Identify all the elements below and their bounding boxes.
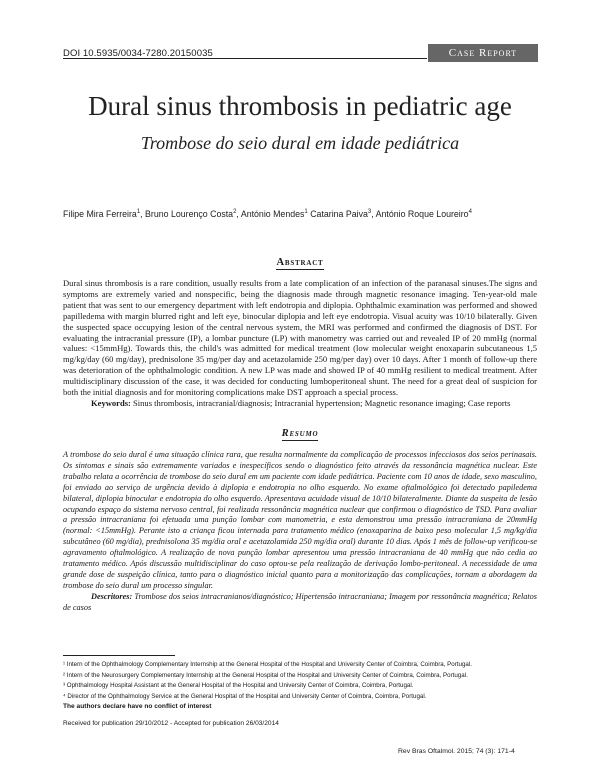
article-subtitle: Trombose do seio dural em idade pediátrica — [140, 133, 460, 153]
resumo-body — [63, 450, 537, 614]
abstract-heading — [0, 257, 600, 268]
keywords-label: Keywords: — [91, 397, 131, 408]
resumo-heading — [0, 428, 600, 439]
footnote-item: ¹ Intern of the Ophthalmology Complementary Internship at the General Hospital of the Hospital and University Center of Coimbra, Coimbra, Portugal. — [63, 661, 472, 668]
resumo-text: A trombose do seio dural é uma situação clínica rara, que resulta normalmente da complicação de processos infecciosos dos seios perinasais. Os sintomas e sinais são extremamente variados e inespecíficos sendo o diagnóstico feito através da ressonância magnética nuclear. Este trabalho relata a ocorrência de trombose do seio dural em um paciente com idade pediátrica. Paciente com 10 anos de idade, sexo masculino, foi enviado ao serviço de urgência devido à diplopia e endotropia no olho esquerdo. No exame oftalmológico foi detectado papiledema bilateral, diplopia binocular e endotropia do olho esquerdo. Apresentava acuidade visual de 10/10 bilateralmente. Diante da suspeita de lesão ocupando espaço do sistema nervoso central, foi realizada ressonância magnética nuclear que confirmou o diagnóstico de TSD. Para avaliar a pressão intracraniana foi efetuada uma punção lombar com manometria, e esta demonstrou uma pressão intracraniana de 20mmHg (normal: <15mmHg). Perante isto a criança ficou internada para tratamento médico (enoxaparina de baixo peso molecular 1,5 mg/kg/dia subcutâneo (60 mg/dia), prednisolona 35 mg/dia oral e acetazolamida 250 mg/dia oral) durante 10 dias. Após 1 mês de follow-up verificou-se agravamento oftalmológico. A realização de nova punção lombar apresentou uma pressão intracraniana de 40 mmHg que não cedia ao tratamento médico. Após discussão multidisciplinar do caso optou-se pela realização de derivação lombo-peritoneal. A necessidade de uma grande dose de suspeição clínica, tanto para o diagnóstico inicial quanto para a monitorização das complicações, tornam a abordagem da trombose do seio dural um processo singular. — [63, 450, 537, 590]
keywords-text: Sinus thrombosis, intracranial/diagnosis; Intracranial hypertension; Magnetic resonance imaging; Case reports — [133, 397, 511, 408]
abstract-body — [63, 278, 537, 409]
author-list — [63, 209, 472, 219]
author-affiliation: 4 — [468, 209, 472, 216]
author-name: Catarina Paiva — [310, 209, 368, 219]
author-affiliation: 1 — [304, 209, 308, 216]
author-separator: , — [236, 209, 241, 219]
footnote-item: ⁴ Director of the Ophthalmology Service at the General Hospital of the Hospital and University Center of Coimbra, Coimbra, Portugal. — [63, 692, 427, 700]
author-separator: , — [371, 209, 376, 219]
footnotes — [63, 660, 543, 702]
author-affiliation: 2 — [233, 209, 237, 216]
author-name: António Roque Loureiro — [375, 209, 469, 219]
article-title: Dural sinus thrombosis in pediatric age — [88, 91, 512, 121]
footnote-item: ³ Ophthalmology Hospital Assistant at the General Hospital of the Hospital and University Center of Coimbra, Coimbra, Portugal. — [63, 682, 414, 690]
resumo-heading-text: Resumo — [281, 428, 319, 439]
author-name: António Mendes — [240, 209, 305, 219]
abstract-text: Dural sinus thrombosis is a rare condition, usually results from a late complication of an infection of the paranasal sinuses.The signs and symptoms are extremely varied and nonspecific, being the diagnosis made through magnetic resonance imaging. Ten-year-old male patient that was sent to our emergency department with left endotropia and diplopia. Ophthalmic examination was performed and showed papilledema with margin blurred right and left eye, binocular diplopia and left eye endotropia. Visual acuity was 10/10 bilaterally. Given the suspected space occupying lesion of the central nervous system, the MRI was performed and confirmed the diagnosis of DST. For evaluating the intracranial pressure (IP), a lombar puncture (LP) with manometry was carried out and revealed IP of 20 mmHg (normal values: <15mmHg). Towards this, the child's was admitted for medical treatment (low molecular weight enoxaparin subcutaneous 1,5 mg/kg/day (60 mg/day), prednisolone 35 mg/per day and acetazolamide 250 mg/per day) over 10 days. After 1 month of follow-up there was deterioration of the ophthalmologic condition. A new LP was made and showed IP of 40 mmHg resilient to medical treatment. After multidisciplinary discussion of the case, it was decided for conducting lumboperitoneal shunt. The need for a great deal of suspicion for both the initial diagnosis and for monitoring complications make DST approach a special process. — [63, 278, 537, 398]
abstract-heading-text: Abstract — [276, 257, 324, 268]
author-affiliation: 3 — [367, 209, 372, 216]
received-dates: Received for publication 29/10/2012 - Accepted for publication 26/03/2014 — [63, 720, 279, 727]
doi-text: DOI 10.5935/0034-7280.20150035 — [63, 48, 213, 59]
author-name: Filipe Mira Ferreira — [63, 209, 137, 219]
descritores-label: Descritores: — [91, 591, 133, 601]
section-badge: Case Report — [428, 44, 538, 62]
footnote-item: ² Intern of the Neurosurgery Complementary Internship at the General Hospital of the Hospital and University Center of Coimbra, Coimbra, Portugal. — [63, 671, 468, 679]
conflict-statement: The authors declare have no conflict of interest — [63, 703, 212, 710]
author-name: Bruno Lourenço Costa — [145, 209, 234, 219]
header-rule — [63, 58, 427, 59]
footnote-rule — [63, 655, 175, 656]
descritores-text: Trombose dos seios intracranianos/diagnóstico; Hipertensão intracraniana; Imagem por ressonância magnética; Relatos de casos — [63, 591, 537, 612]
author-separator: , — [140, 209, 146, 219]
journal-reference: Rev Bras Oftalmol. 2015; 74 (3): 171-4 — [398, 748, 515, 755]
author-affiliation: 1 — [136, 209, 141, 216]
